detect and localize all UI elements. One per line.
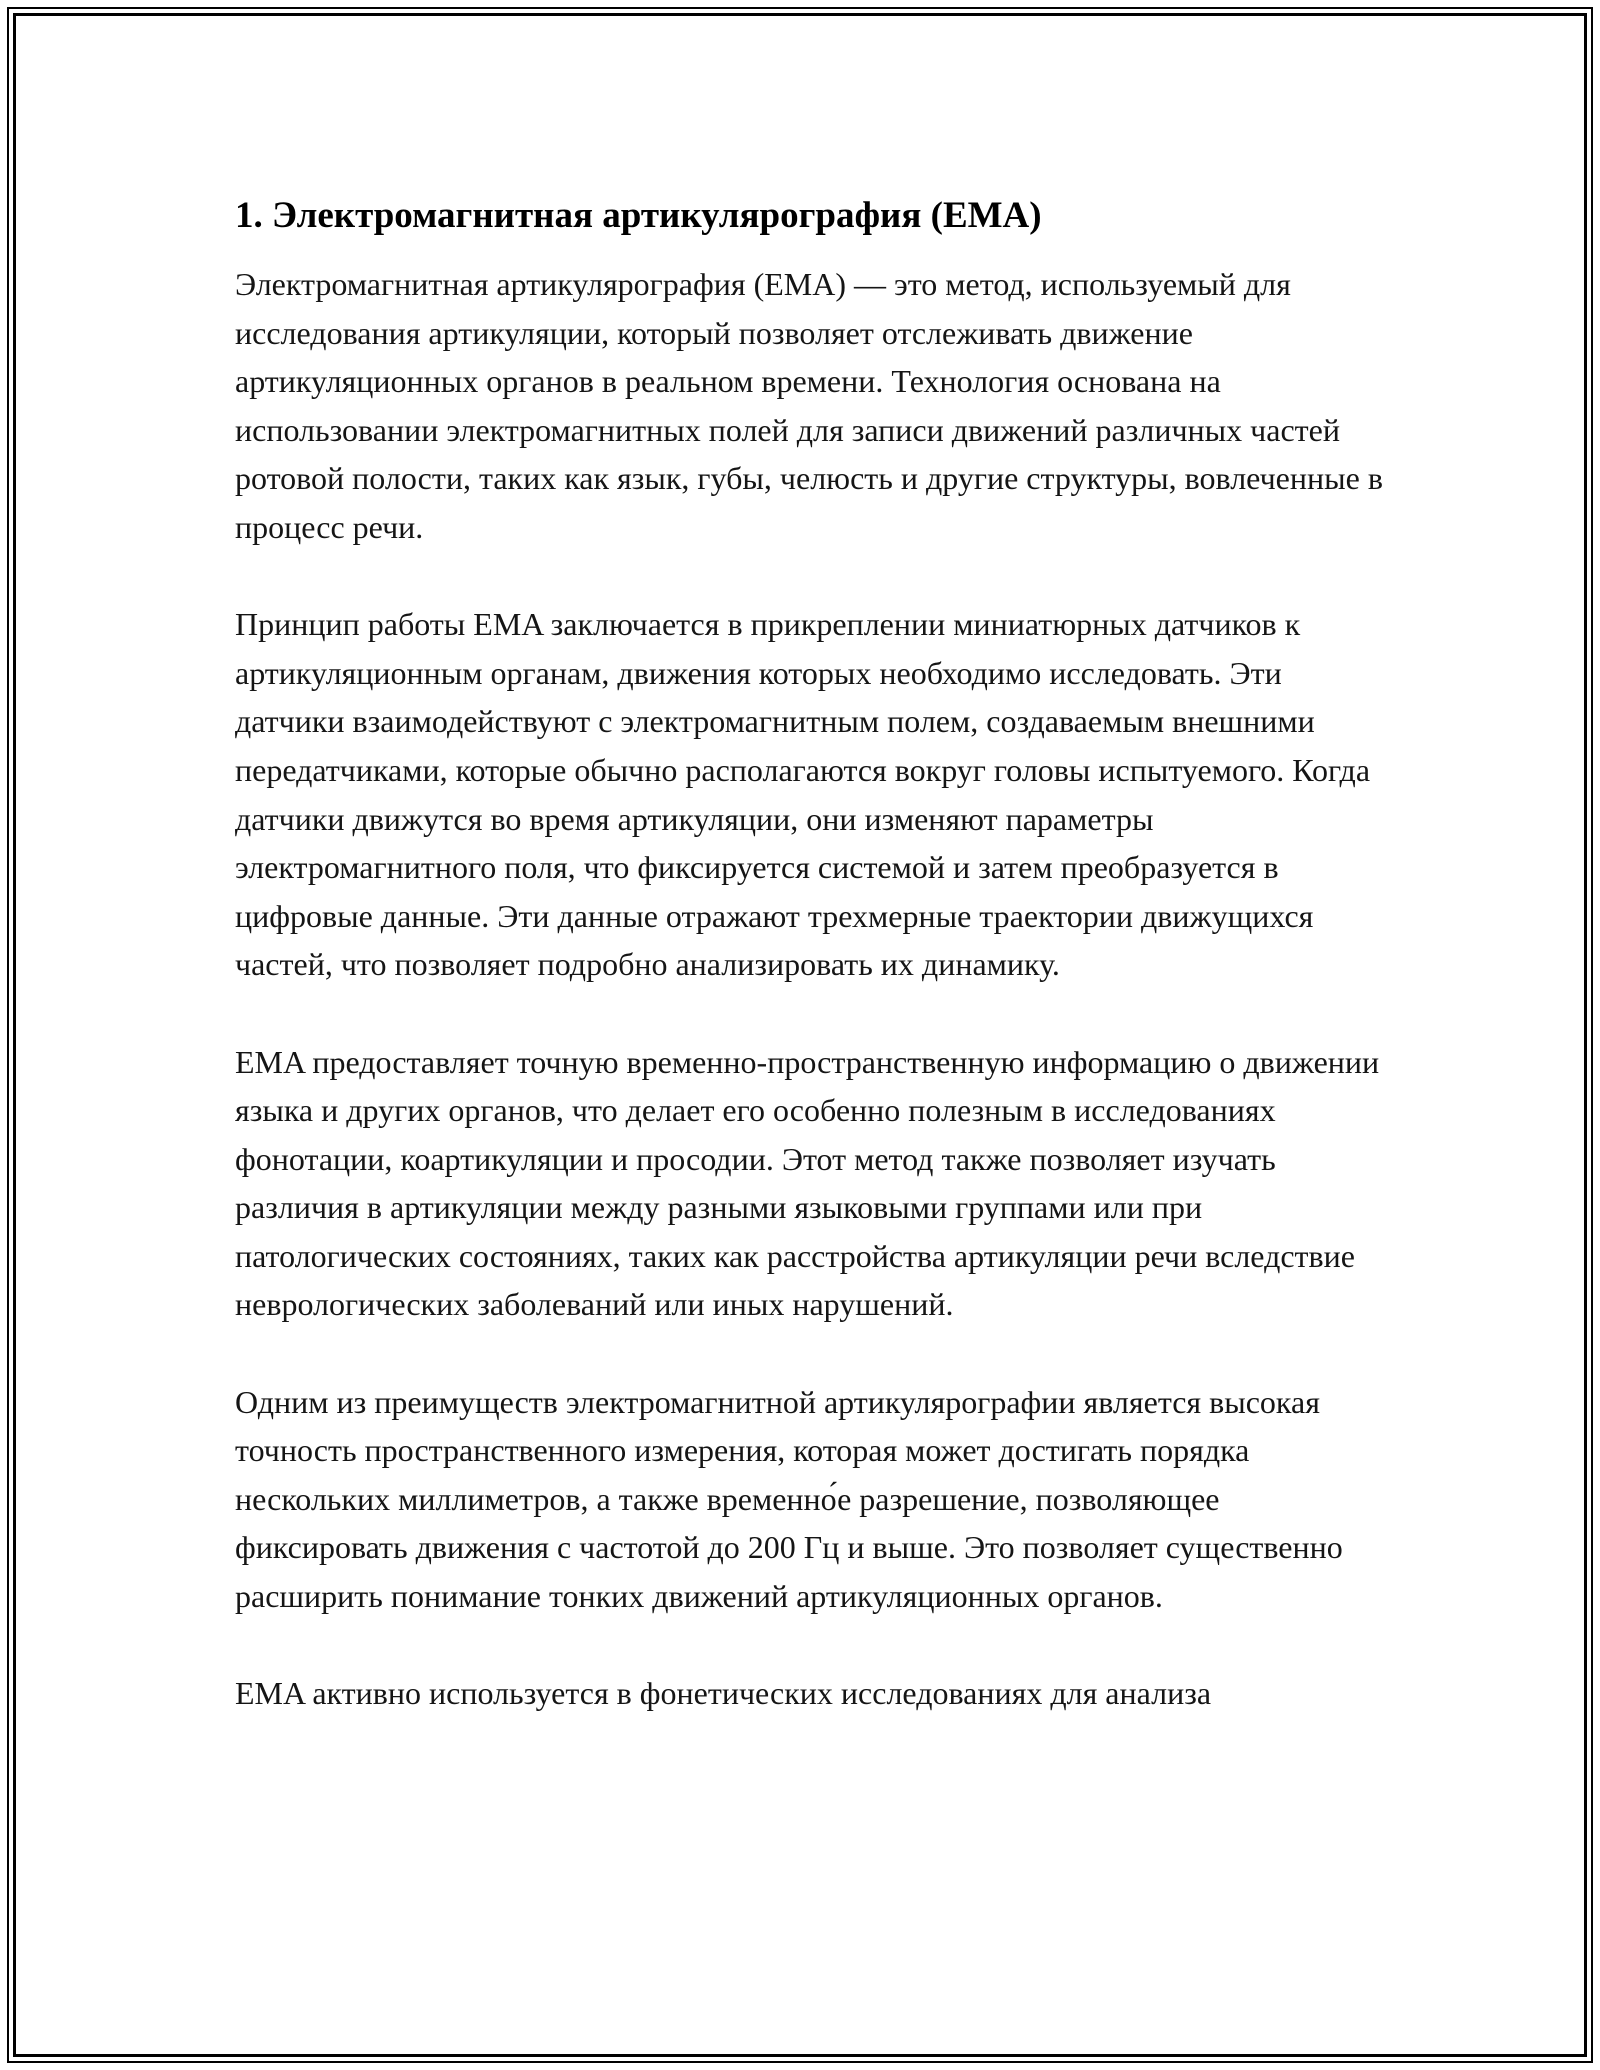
paragraph-principle: Принцип работы EMA заключается в прикреплении миниатюрных датчиков к артикуляционным органам, движения которых необходимо исследовать. Эти датчики взаимодействуют с электромагнитным полем, создаваемым внешними передатчиками, которые обычно располагаются вокруг головы испытуемого. Когда датчики движутся во время артикуляции, они изменяют параметры электромагнитного поля, что фиксируется системой и затем преобразуется в цифровые данные. Эти данные отражают трехмерные траектории движущихся частей, что позволяет подробно анализировать их динамику. [235, 606, 1371, 983]
paragraph-intro: Электромагнитная артикулярография (EMA) — это метод, используемый для исследования артикуляции, который позволяет отслеживать движение артикуляционных органов в реальном времени. Технология основана на использовании электромагнитных полей для записи движений различных частей ротовой полости, таких как язык, губы, челюсть и другие структуры, вовлеченные в процесс речи. [235, 266, 1383, 545]
paragraph-advantages: Одним из преимуществ электромагнитной артикулярографии является высокая точность пространственного измерения, которая может достигать порядка нескольких миллиметров, а также временно́е разрешение, позволяющее фиксировать движения с частотой до 200 Гц и выше. Это позволяет существенно расширить понимание тонких движений артикуляционных органов. [235, 1383, 1343, 1615]
paragraph-usage: EMA активно используется в фонетических исследованиях для анализа [235, 1675, 1212, 1712]
paragraph-applications: EMA предоставляет точную временно-пространственную информацию о движении языка и других органов, что делает его особенно полезным в исследованиях фонотации, коартикуляции и просодии. Этот метод также позволяет изучать различия в артикуляции между разными языковыми группами или при патологических состояниях, таких как расстройства артикуляции речи вследствие неврологических заболеваний или иных нарушений. [235, 1043, 1380, 1323]
section-heading: 1. Электромагнитная артикулярография (EMA) [235, 195, 1042, 236]
document-body [235, 186, 1385, 1718]
